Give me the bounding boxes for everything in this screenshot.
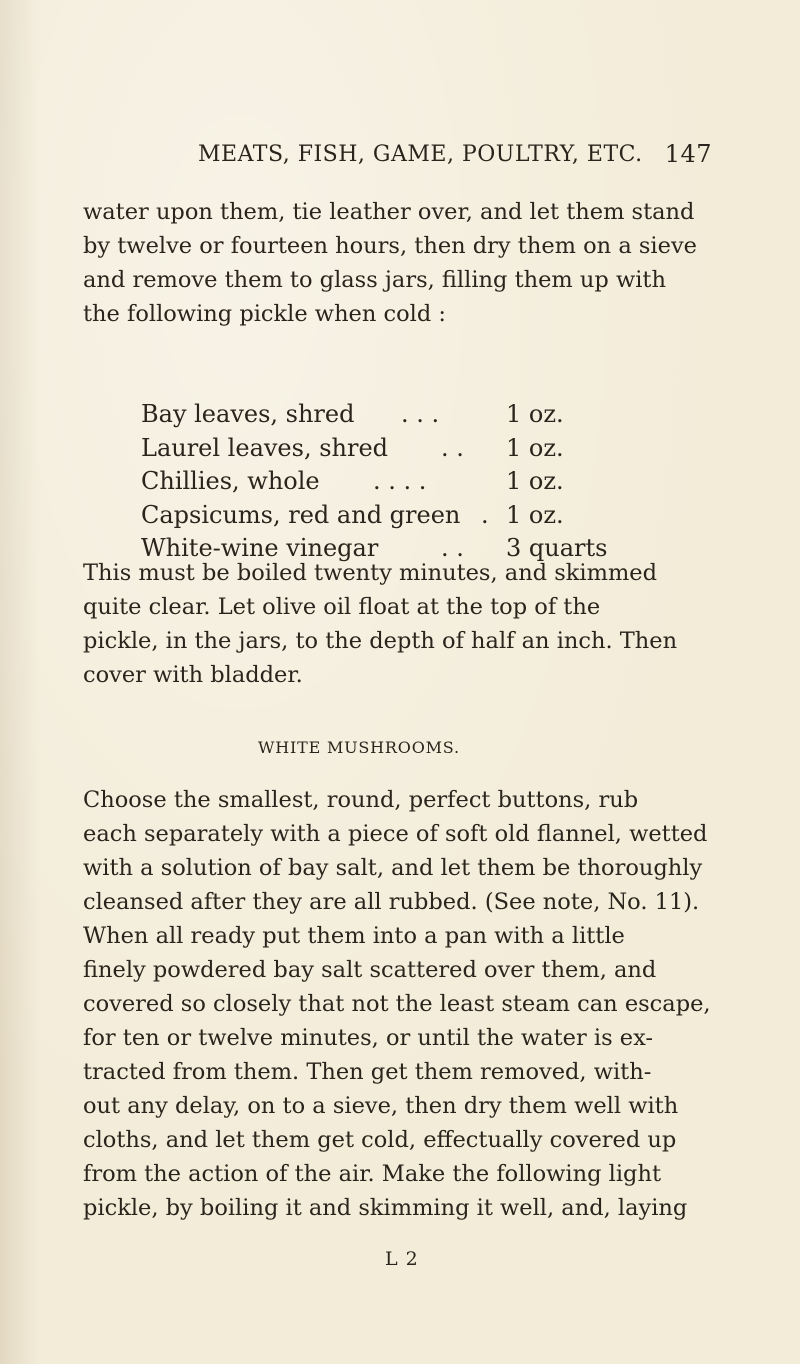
ingredient-name: Bay leaves, shred xyxy=(141,400,355,428)
dot-leader: . . xyxy=(441,433,464,462)
text-line: by twelve or fourteen hours, then dry them on a sieve xyxy=(83,233,697,259)
text-line: from the action of the air. Make the following light xyxy=(83,1161,661,1187)
text-line: each separately with a piece of soft old flannel, wetted xyxy=(83,821,708,847)
text-line: pickle, by boiling it and skimming it well, and, laying xyxy=(83,1195,688,1221)
page-header xyxy=(198,142,712,172)
text-line: out any delay, on to a sieve, then dry them well with xyxy=(83,1093,679,1119)
text-line: for ten or twelve minutes, or until the water is ex- xyxy=(83,1025,654,1051)
ingredient-quantity: 3 quarts xyxy=(506,534,608,562)
signature-mark: L 2 xyxy=(385,1248,419,1270)
ingredient-list xyxy=(141,398,681,566)
text-line: This must be boiled twenty minutes, and skimmed xyxy=(83,560,658,586)
text-line: tracted from them. Then get them removed, with- xyxy=(83,1059,652,1085)
ingredient-quantity: 1 oz. xyxy=(506,467,564,495)
paragraph-boiling-instructions xyxy=(83,556,721,692)
text-line: the following pickle when cold : xyxy=(83,301,446,327)
ingredient-quantity: 1 oz. xyxy=(506,433,564,462)
ingredient-row xyxy=(141,432,681,466)
dot-leader: . . xyxy=(441,534,464,562)
ingredient-name: Capsicums, red and green xyxy=(141,500,461,529)
ingredient-name: Laurel leaves, shred xyxy=(141,433,389,462)
text-line: covered so closely that not the least steam can escape, xyxy=(83,991,711,1017)
text-line: Choose the smallest, round, perfect buttons, rub xyxy=(83,787,639,813)
page-number: 147 xyxy=(664,140,712,168)
paragraph-pickle-instructions xyxy=(83,195,721,331)
text-line: with a solution of bay salt, and let them be thoroughly xyxy=(83,855,703,881)
text-line: quite clear. Let olive oil float at the top of the xyxy=(83,594,601,620)
text-line: finely powdered bay salt scattered over them, and xyxy=(83,957,657,983)
text-line: cleansed after they are all rubbed. (See note, No. 11). xyxy=(83,889,700,915)
text-line: and remove them to glass jars, filling them up with xyxy=(83,267,666,293)
ingredient-row xyxy=(141,398,681,432)
ingredient-quantity: 1 oz. xyxy=(506,400,564,428)
dot-leader: . . . xyxy=(401,400,440,428)
ingredient-row xyxy=(141,465,681,499)
ingredient-name: Chillies, whole xyxy=(141,467,320,495)
paragraph-white-mushrooms xyxy=(83,783,721,1225)
text-line: When all ready put them into a pan with a little xyxy=(83,923,625,949)
ingredient-name: White-wine vinegar xyxy=(141,534,379,562)
text-line: cloths, and let them get cold, effectually covered up xyxy=(83,1127,677,1153)
text-line: pickle, in the jars, to the depth of half an inch. Then xyxy=(83,628,678,654)
ingredient-quantity: 1 oz. xyxy=(506,500,564,529)
section-heading: WHITE MUSHROOMS. xyxy=(258,738,460,757)
ingredient-row xyxy=(141,499,681,533)
text-line: water upon them, tie leather over, and let them stand xyxy=(83,199,695,225)
dot-leader: . . . . xyxy=(373,467,427,495)
text-line: cover with bladder. xyxy=(83,662,303,688)
running-title: MEATS, FISH, GAME, POULTRY, ETC. xyxy=(198,142,643,167)
dot-leader: . xyxy=(481,500,489,529)
